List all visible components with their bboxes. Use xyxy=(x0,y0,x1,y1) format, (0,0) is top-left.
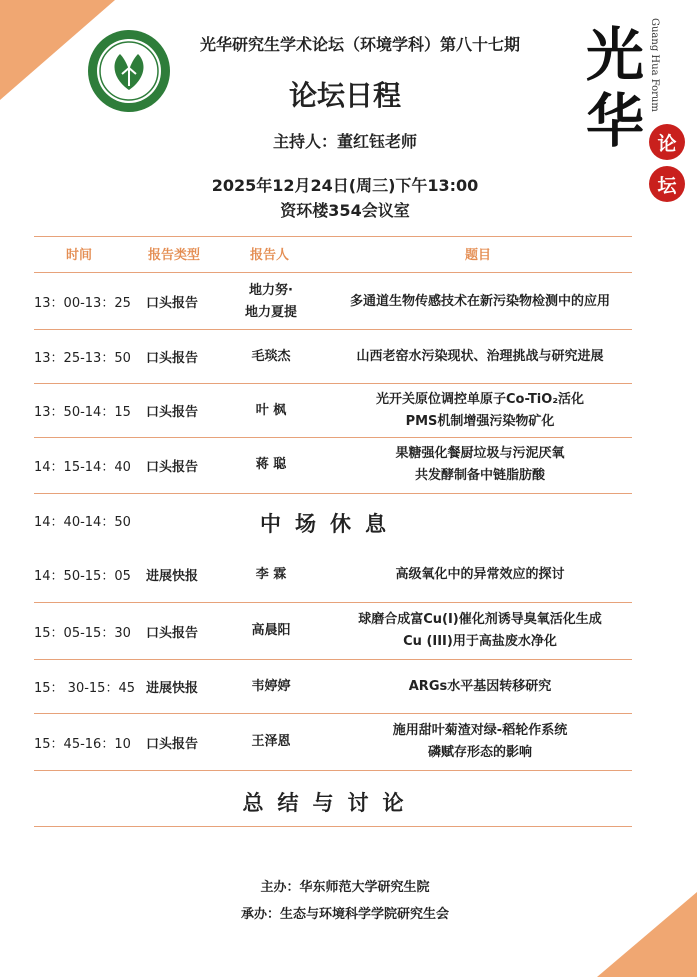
row-time: 14：50-15：05 xyxy=(34,569,131,584)
row-topic: 球磨合成富Cu(I)催化剂诱导臭氧活化生成 Cu (III)用于高盐废水净化 xyxy=(358,612,602,649)
row-type: 口头报告 xyxy=(146,459,199,475)
row-type: 口头报告 xyxy=(146,405,199,420)
column-header-type: 报告类型 xyxy=(148,248,201,263)
row-type: 进展快报 xyxy=(146,569,199,584)
row-speaker: 叶 枫 xyxy=(255,402,287,418)
row-divider xyxy=(34,437,632,438)
university-emblem-icon xyxy=(86,28,172,114)
row-speaker: 蒋 聪 xyxy=(255,457,287,472)
row-type: 进展快报 xyxy=(146,681,199,696)
table-bottom-rule xyxy=(34,826,632,827)
brand-characters xyxy=(583,22,647,154)
summary-discussion: 总结与讨论 xyxy=(242,791,418,815)
row-topic: 山西老窑水污染现状、治理挑战与研究进展 xyxy=(356,348,604,364)
row-speaker: 高晨阳 xyxy=(251,623,291,638)
host-line: 主持人：董红钰老师 xyxy=(272,132,417,151)
organizer: 主办：华东师范大学研究生院 xyxy=(260,880,430,895)
corner-decoration-bottom-right xyxy=(597,892,697,977)
row-speaker: 王泽恩 xyxy=(251,734,291,749)
row-topic: 多通道生物传感技术在新污染物检测中的应用 xyxy=(349,293,610,309)
row-divider xyxy=(34,770,632,771)
row-type: 口头报告 xyxy=(146,351,199,366)
row-time: 13：50-14：15 xyxy=(34,405,131,420)
event-datetime: 2025年12月24日(周三)下午13:00 xyxy=(211,176,479,195)
row-time: 15：05-15：30 xyxy=(34,625,131,641)
row-topic: 光开关原位调控单原子Co-TiO₂活化 PMS机制增强污染物矿化 xyxy=(375,391,585,429)
row-time: 15： 30-15：45 xyxy=(34,681,135,696)
row-divider xyxy=(34,383,632,384)
break-time: 14：40-14：50 xyxy=(34,515,131,530)
row-topic: 高级氧化中的异常效应的探讨 xyxy=(395,566,565,582)
brand-seal-2: 坛 xyxy=(649,166,685,202)
brand-seal-1: 论 xyxy=(649,124,685,160)
event-venue: 资环楼354会议室 xyxy=(280,201,410,220)
row-topic: 施用甜叶菊渣对绿-稻轮作系统 磷赋存形态的影响 xyxy=(392,723,568,760)
row-time: 13：25-13：50 xyxy=(34,351,131,366)
row-type: 口头报告 xyxy=(146,625,199,641)
row-topic: ARGs水平基因转移研究 xyxy=(408,678,552,694)
table-header-rule xyxy=(34,272,632,273)
row-time: 14：15-14：40 xyxy=(34,459,131,475)
break-label: 中场休息 xyxy=(260,512,400,536)
row-divider xyxy=(34,713,632,714)
row-type: 口头报告 xyxy=(146,296,199,311)
row-divider xyxy=(34,659,632,660)
row-speaker: 地力努· 地力夏提 xyxy=(244,282,297,320)
row-divider xyxy=(34,329,632,330)
row-speaker: 韦婷婷 xyxy=(251,678,291,694)
table-top-rule xyxy=(34,236,632,237)
forum-title: 光华研究生学术论坛（环境学科）第八十七期 xyxy=(199,35,520,54)
column-header-time: 时间 xyxy=(66,248,93,263)
brand-char-1: 光 xyxy=(585,21,644,89)
agenda-title: 论坛日程 xyxy=(288,79,401,112)
row-type: 口头报告 xyxy=(146,736,199,752)
brand-english: Guang Hua Forum xyxy=(649,18,660,112)
brand-char-2: 华 xyxy=(585,87,644,155)
column-header-topic: 题目 xyxy=(465,248,492,263)
row-topic: 果糖强化餐厨垃圾与污泥厌氧 共发酵制备中链脂肪酸 xyxy=(395,446,565,483)
row-time: 13：00-13：25 xyxy=(34,296,131,311)
co-organizer: 承办：生态与环境科学学院研究生会 xyxy=(240,907,449,922)
column-header-speaker: 报告人 xyxy=(250,248,290,263)
row-divider xyxy=(34,602,632,603)
row-speaker: 毛琰杰 xyxy=(251,348,291,364)
row-speaker: 李 霖 xyxy=(255,566,287,582)
row-time: 15：45-16：10 xyxy=(34,736,131,752)
